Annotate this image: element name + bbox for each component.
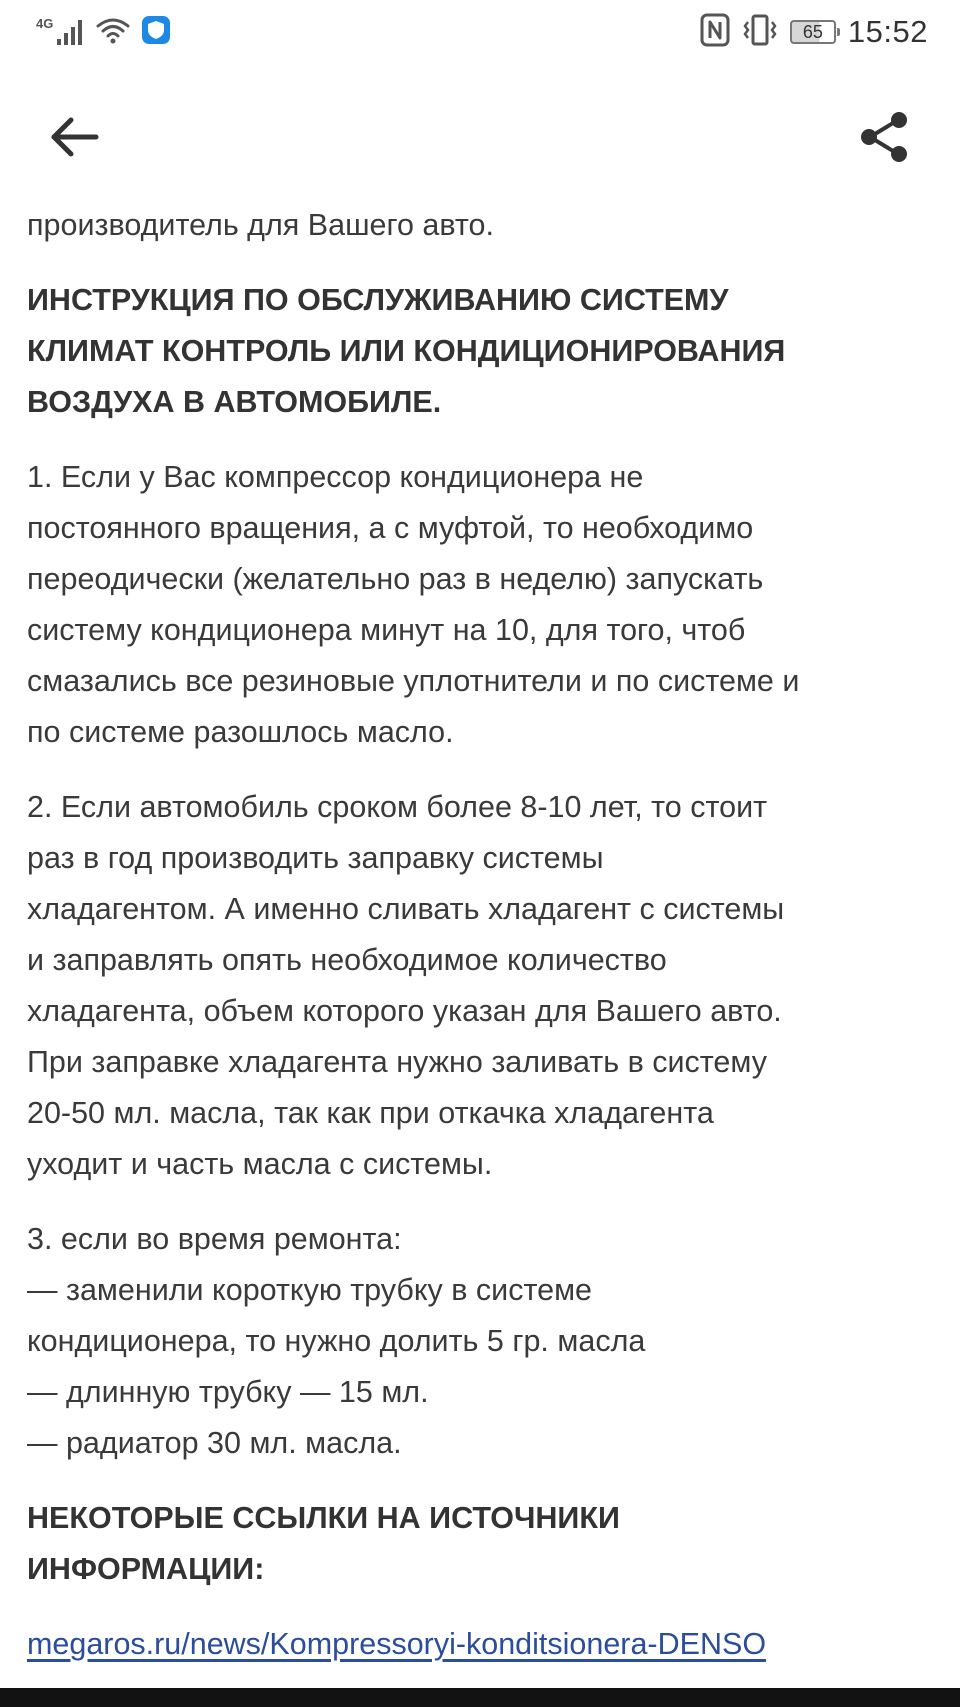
text-line: хладагента, объем которого указан для Вашего авто. (27, 994, 782, 1028)
text-line: раз в год производить заправку системы (27, 841, 604, 875)
back-button[interactable] (44, 112, 104, 162)
paragraph-item-3 (27, 1214, 927, 1469)
signal-icon (36, 17, 85, 47)
share-button[interactable] (858, 110, 912, 164)
share-icon (858, 110, 912, 164)
article-body (27, 200, 927, 1670)
paragraph-item-2 (27, 782, 927, 1190)
text-line: кондиционера, то нужно долить 5 гр. масла (27, 1324, 646, 1358)
text-line: 2. Если автомобиль сроком более 8-10 лет, то стоит (27, 790, 768, 824)
text-line: — радиатор 30 мл. масла. (27, 1426, 402, 1460)
heading-line: ВОЗДУХА В АВТОМОБИЛЕ. (27, 385, 442, 419)
intro-paragraph-tail (27, 200, 927, 251)
battery-icon (790, 20, 836, 44)
nfc-icon (700, 13, 730, 52)
heading-line: КЛИМАТ КОНТРОЛЬ ИЛИ КОНДИЦИОНИРОВАНИЯ (27, 334, 786, 368)
bottom-image-edge (0, 1688, 960, 1707)
wifi-icon (95, 15, 131, 50)
arrow-left-icon (44, 112, 104, 162)
text-line: 3. если во время ремонта: (27, 1222, 402, 1256)
status-bar (0, 0, 960, 66)
text-line: — заменили короткую трубку в системе (27, 1273, 592, 1307)
network-type-label: 4G (36, 16, 54, 31)
heading-line: НЕКОТОРЫЕ ССЫЛКИ НА ИСТОЧНИКИ (27, 1501, 620, 1535)
source-link[interactable]: megaros.ru/news/Kompressoryi-konditsionera-DENSO (27, 1627, 767, 1661)
section-heading-sources (27, 1493, 927, 1595)
status-bar-left (36, 14, 171, 50)
battery-level: 65 (802, 21, 823, 42)
sources-list (27, 1619, 927, 1670)
text-line: хладагентом. А именно сливать хладагент с системы (27, 892, 785, 926)
text-line: по системе разошлось масло. (27, 715, 454, 749)
text-line: постоянного вращения, а с муфтой, то необходимо (27, 511, 754, 545)
status-bar-right (700, 12, 928, 52)
text-line: При заправке хладагента нужно заливать в систему (27, 1045, 767, 1079)
text-line: систему кондиционера минут на 10, для того, чтоб (27, 613, 746, 647)
heading-line: ИНФОРМАЦИИ: (27, 1552, 265, 1586)
app-bar (0, 66, 960, 216)
text-line: 20-50 мл. масла, так как при откачка хладагента (27, 1096, 714, 1130)
section-heading-maintenance (27, 275, 927, 428)
text-line: и заправлять опять необходимое количество (27, 943, 667, 977)
text-line: смазались все резиновые уплотнители и по системе и (27, 664, 800, 698)
text-line: переодически (желательно раз в неделю) запускать (27, 562, 764, 596)
text-line: 1. Если у Вас компрессор кондиционера не (27, 460, 644, 494)
text-line: производитель для Вашего авто. (27, 208, 494, 242)
paragraph-item-1 (27, 452, 927, 758)
heading-line: ИНСТРУКЦИЯ ПО ОБСЛУЖИВАНИЮ СИСТЕМУ (27, 283, 729, 317)
vibrate-icon (742, 13, 778, 52)
text-line: уходит и часть масла с системы. (27, 1147, 493, 1181)
text-line: — длинную трубку — 15 мл. (27, 1375, 429, 1409)
vpn-shield-icon (141, 15, 171, 50)
status-time: 15:52 (847, 14, 928, 49)
